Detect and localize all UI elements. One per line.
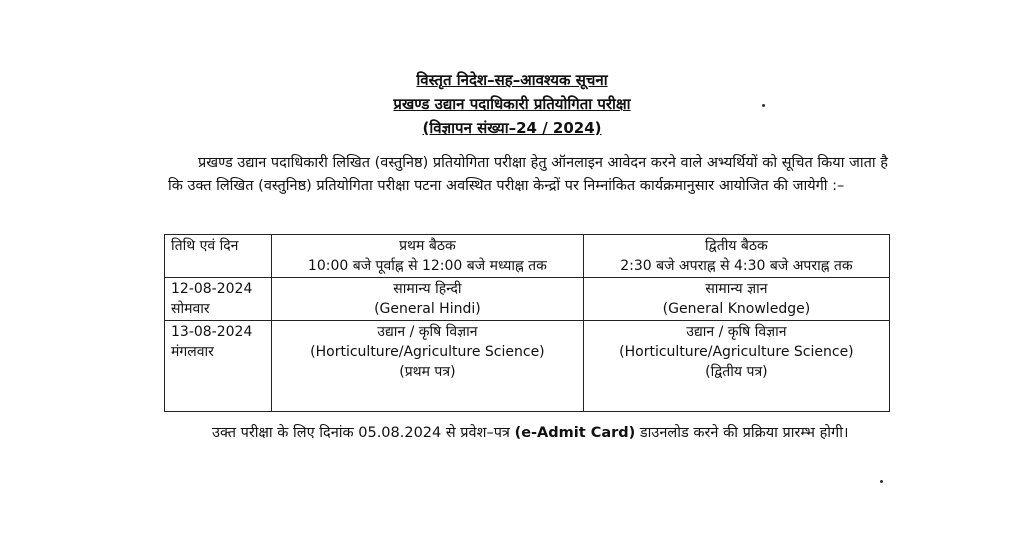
paper-number: (प्रथम पत्र) bbox=[399, 364, 456, 380]
closing-paragraph bbox=[168, 422, 888, 445]
scan-speck bbox=[762, 104, 765, 107]
second-sitting-time: 2:30 बजे अपराह्न से 4:30 बजे अपराह्न तक bbox=[620, 258, 853, 274]
scan-speck bbox=[880, 480, 883, 483]
row-date-day bbox=[165, 278, 272, 321]
table-header-row bbox=[165, 235, 890, 278]
table-row bbox=[165, 321, 890, 412]
row-date: 13-08-2024 bbox=[171, 324, 253, 340]
closing-text-after: डाउनलोड करने की प्रक्रिया प्रारम्भ होगी। bbox=[635, 425, 849, 441]
second-sitting-title: द्वितीय बैठक bbox=[705, 238, 768, 254]
paper-name-english: (General Hindi) bbox=[374, 301, 481, 317]
heading-advertisement-number: (विज्ञापन संख्या–24 / 2024) bbox=[422, 119, 602, 137]
paper-name: उद्यान / कृषि विज्ञान bbox=[686, 324, 787, 340]
notice-headings bbox=[0, 68, 1024, 140]
row-first-sitting bbox=[272, 278, 584, 321]
header-date-day: तिथि एवं दिन bbox=[165, 235, 272, 278]
table-row bbox=[165, 278, 890, 321]
header-first-sitting bbox=[272, 235, 584, 278]
row-day: मंगलवार bbox=[171, 344, 214, 360]
heading-exam-name: प्रखण्ड उद्यान पदाधिकारी प्रतियोगिता परीक्षा bbox=[393, 95, 631, 113]
paper-name-english: (Horticulture/Agriculture Science) bbox=[619, 344, 854, 360]
first-sitting-time: 10:00 बजे पूर्वाह्न से 12:00 बजे मध्याह्न तक bbox=[307, 258, 547, 274]
closing-text-before: उक्त परीक्षा के लिए दिनांक 05.08.2024 से प्रवेश–पत्र bbox=[212, 425, 515, 441]
paper-name: सामान्य ज्ञान bbox=[705, 281, 768, 297]
exam-schedule-table bbox=[164, 234, 890, 412]
heading-title: विस्तृत निदेश–सह–आवश्यक सूचना bbox=[416, 71, 608, 89]
row-second-sitting bbox=[583, 321, 889, 412]
intro-paragraph: प्रखण्ड उद्यान पदाधिकारी लिखित (वस्तुनिष्ठ) प्रतियोगिता परीक्षा हेतु ऑनलाइन आवेदन करने वाले अभ्यर्थियों को सूचित किया जाता है कि उक्त लिखित (वस्तुनिष्ठ) प्रतियोगिता परीक्षा पटना अवस्थित परीक्षा केन्द्रों पर निम्नांकित कार्यक्रमानुसार आयोजित की जायेगी :– bbox=[168, 155, 888, 194]
paper-name-english: (Horticulture/Agriculture Science) bbox=[310, 344, 545, 360]
row-first-sitting bbox=[272, 321, 584, 412]
paper-name: सामान्य हिन्दी bbox=[393, 281, 462, 297]
paper-name-english: (General Knowledge) bbox=[662, 301, 811, 317]
closing-text-bold: (e-Admit Card) bbox=[514, 425, 636, 441]
first-sitting-title: प्रथम बैठक bbox=[399, 238, 456, 254]
header-second-sitting bbox=[583, 235, 889, 278]
row-second-sitting bbox=[583, 278, 889, 321]
paper-number: (द्वितीय पत्र) bbox=[705, 364, 768, 380]
row-date-day bbox=[165, 321, 272, 412]
row-day: सोमवार bbox=[171, 301, 210, 317]
row-date: 12-08-2024 bbox=[171, 281, 253, 297]
paper-name: उद्यान / कृषि विज्ञान bbox=[377, 324, 478, 340]
